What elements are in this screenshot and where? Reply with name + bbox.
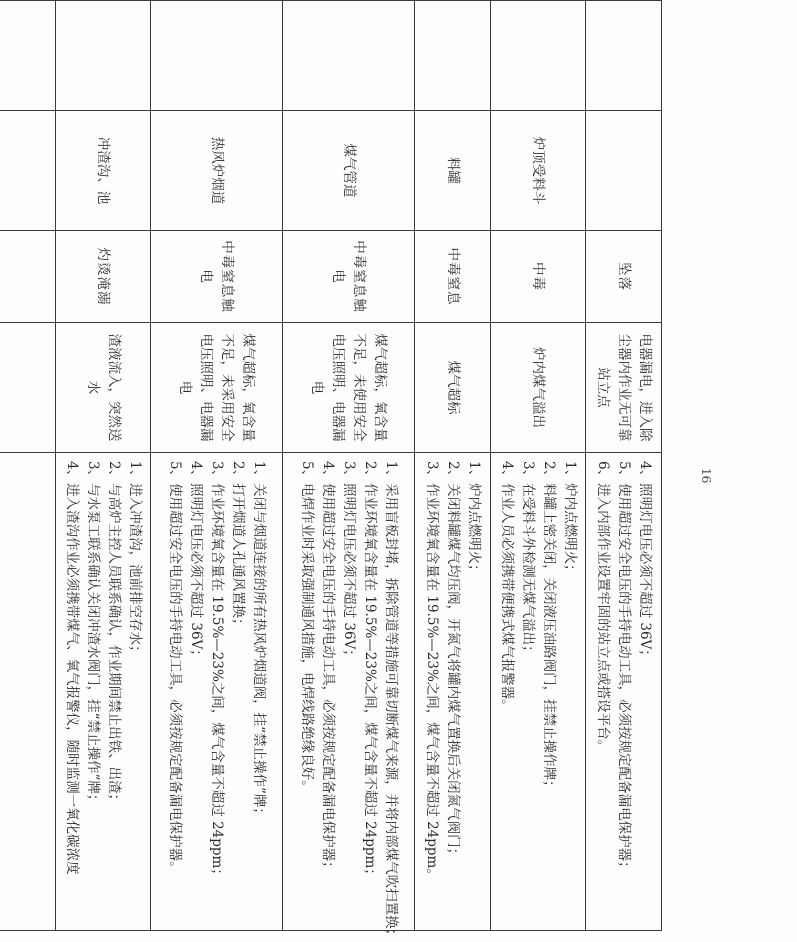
measure-item: 4、进入渣沟作业必须携带煤气、氧气报警仪，随时监测一氧化碳浓度 — [64, 461, 80, 875]
measure-item: 2、关闭料罐煤气均压阀，开氮气将罐内煤气置换后关闭氮气阀门； — [445, 461, 461, 862]
hazard-type-cell: 灼烫淹溺 — [56, 231, 151, 323]
measure-item: 1、关闭与烟道连接的所有热风炉烟道阀，挂“禁止操作”牌； — [251, 461, 267, 821]
hazard-cause-cell: 煤气超标，氧含量不足，未采用安全电压照明、电器漏电 — [151, 323, 283, 453]
measure-item: 1、采用盲板封堵，拆除管道等措施可靠切断煤气来源，并将内部煤气吹扫置换； — [383, 461, 399, 942]
measure-item: 5、电焊作业时采取强制通风措施，电焊线路绝缘良好。 — [299, 461, 315, 794]
safety-measures-cell — [151, 453, 283, 931]
page-number: 16 — [699, 468, 713, 484]
table-row — [151, 1, 283, 931]
blank-cell — [415, 1, 491, 111]
work-area-cell — [586, 111, 662, 231]
hazard-type-cell: 坠落 — [586, 231, 662, 323]
table-row — [0, 1, 56, 931]
measure-item: 1、炉内点燃明火； — [466, 461, 482, 578]
blank-cell — [151, 1, 283, 111]
measure-item: 3、在受料斗外检测无煤气溢出； — [520, 461, 536, 659]
table-row — [415, 1, 491, 931]
hazard-cause-cell: 电器漏电，进入除尘器内作业无可靠站立点 — [586, 323, 662, 453]
work-area-cell: 冲渣沟、池 — [56, 111, 151, 231]
measure-item: 6、进入内部作业设置牢固的站立点或搭设平台。 — [595, 461, 611, 754]
measure-item: 4、照明灯电压必须不超过 36V； — [188, 461, 204, 663]
hazard-cause-cell: 煤气超标 — [415, 323, 491, 453]
blank-cell — [0, 1, 56, 111]
safety-measures-cell — [491, 453, 586, 931]
measure-item: 1、进入冲渣沟，池前排空存水； — [127, 461, 143, 659]
hazard-cause-cell: 渣液流入，突然送水 — [56, 323, 151, 453]
measure-item: 3、作业环境氧含量在 19.5%—23%之间，煤气含量不超过 24ppm。 — [424, 461, 440, 882]
safety-measures-cell — [56, 453, 151, 931]
measure-item: 3、照明灯电压必须不超过 36V； — [341, 461, 357, 663]
measure-item: 3、与水泵工联系确认关闭冲渣水阀门，挂“禁止操作”牌； — [85, 461, 101, 808]
safety-measures-cell — [415, 453, 491, 931]
table-row — [283, 1, 415, 931]
safety-measures-cell — [586, 453, 662, 931]
table-row — [56, 1, 151, 931]
work-area-cell: 炉顶受料斗 — [491, 111, 586, 231]
work-area-cell: 料罐 — [415, 111, 491, 231]
hazard-type-cell: 中毒窒息 — [415, 231, 491, 323]
work-area-cell: 煤气管道 — [283, 111, 415, 231]
work-area-cell — [0, 111, 56, 231]
hazard-type-cell — [0, 231, 56, 323]
blank-cell — [586, 1, 662, 111]
measure-item: 2、打开烟道人孔通风置换； — [230, 461, 246, 632]
measure-item: 5、使用超过安全电压的手持电动工具，必须按规定配备漏电保护器。 — [167, 461, 183, 875]
measure-item: 4、照明灯电压必须不超过 36V； — [637, 461, 653, 663]
work-area-cell: 热风炉烟道 — [151, 111, 283, 231]
measure-item: 4、使用超过安全电压的手持电动工具，必须按规定配备漏电保护器； — [320, 461, 336, 875]
measure-item: 1、炉内点燃明火； — [562, 461, 578, 578]
measure-item: 2、与高炉主控人员联系确认，作业期间禁止出铁、出渣； — [106, 461, 122, 808]
hazard-type-cell: 中毒窒息触电 — [283, 231, 415, 323]
measure-item: 3、作业环境氧含量在 19.5%—23%之间，煤气含量不超过 24ppm； — [209, 461, 225, 882]
table-body — [0, 1, 662, 942]
hazard-cause-cell — [0, 323, 56, 453]
hazard-cause-cell: 炉内煤气溢出 — [491, 323, 586, 453]
measure-item: 2、料罐上密关闭，关闭液压油路阀门，挂禁止操作牌； — [541, 461, 557, 794]
hazard-type-cell: 中毒窒息触电 — [151, 231, 283, 323]
measure-item: 5、使用超过安全电压的手持电动工具，必须按规定配备漏电保护器； — [616, 461, 632, 875]
table-row — [586, 1, 662, 931]
safety-measures-cell — [0, 453, 56, 931]
hazard-cause-cell: 煤气超标，氧含量不足，未使用安全电压照明、电器漏电 — [283, 323, 415, 453]
safety-measures-cell — [283, 453, 415, 942]
measure-item: 2、作业环境氧含量在 19.5%—23%之间，煤气含量不超过 24ppm； — [362, 461, 378, 882]
hazard-type-cell: 中毒 — [491, 231, 586, 323]
blank-cell — [283, 1, 415, 111]
measure-item: 4、作业人员必须携带便携式煤气报警器。 — [499, 461, 515, 713]
table-row — [491, 1, 586, 931]
blank-cell — [491, 1, 586, 111]
blank-cell — [56, 1, 151, 111]
